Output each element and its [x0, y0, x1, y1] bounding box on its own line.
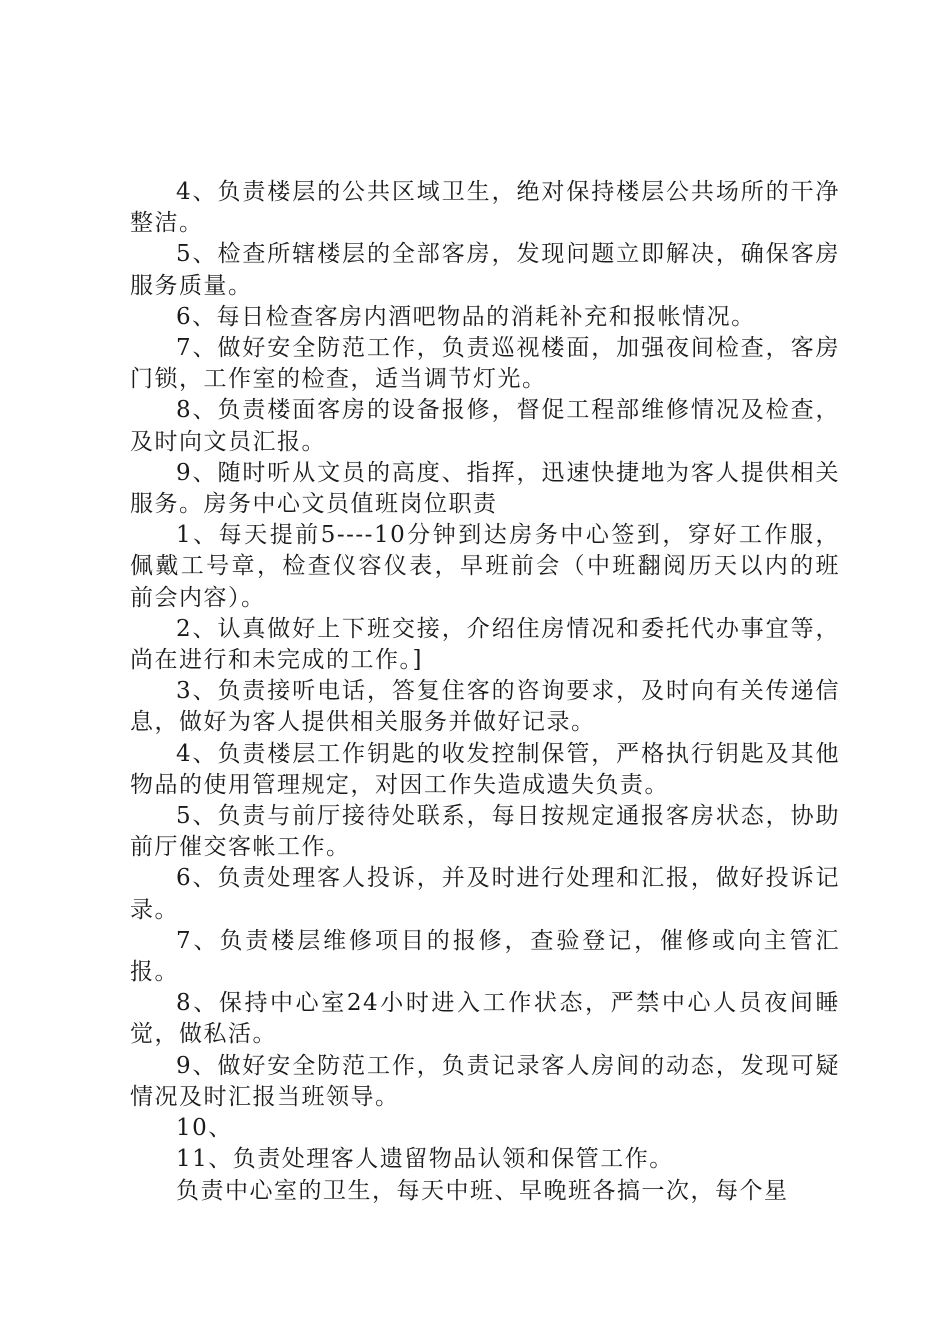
paragraph-10: 4、负责楼层工作钥匙的收发控制保管，严格执行钥匙及其他物品的使用管理规定，对因工作失造成遗失负责。: [130, 740, 840, 798]
paragraph-7: 1、每天提前5----10分钟到达房务中心签到，穿好工作服，佩戴工号章，检查仪容仪表，早班前会（中班翻阅历天以内的班前会内容）。: [130, 522, 840, 611]
paragraph-1: 4、负责楼层的公共区域卫生，绝对保持楼层公共场所的干净整洁。: [130, 179, 840, 237]
document-body: [130, 177, 840, 1207]
paragraph-11: 5、负责与前厅接待处联系，每日按规定通报客房状态，协助前厅催交客帐工作。: [130, 803, 840, 861]
paragraph-3: 6、每日检查客房内酒吧物品的消耗补充和报帐情况。: [176, 303, 756, 330]
paragraph-17: 11、负责处理客人遗留物品认领和保管工作。: [176, 1146, 674, 1173]
paragraph-5: 8、负责楼面客房的设备报修，督促工程部维修情况及检查，及时向文员汇报。: [130, 397, 840, 455]
paragraph-18: 负责中心室的卫生，每天中班、早晚班各搞一次，每个星: [176, 1177, 789, 1204]
paragraph-16: 10、: [176, 1115, 233, 1142]
paragraph-2: 5、检查所辖楼层的全部客房，发现问题立即解决，确保客房服务质量。: [130, 241, 840, 299]
paragraph-14: 8、保持中心室24小时进入工作状态，严禁中心人员夜间睡觉，做私活。: [130, 990, 840, 1048]
paragraph-12: 6、负责处理客人投诉，并及时进行处理和汇报，做好投诉记录。: [130, 865, 840, 923]
paragraph-9: 3、负责接听电话，答复住客的咨询要求，及时向有关传递信息，做好为客人提供相关服务并做好记录。: [130, 678, 840, 736]
paragraph-15: 9、做好安全防范工作，负责记录客人房间的动态，发现可疑情况及时汇报当班领导。: [130, 1052, 840, 1110]
paragraph-13: 7、负责楼层维修项目的报修，查验登记，催修或向主管汇报。: [130, 927, 840, 986]
paragraph-8: 2、认真做好上下班交接，介绍住房情况和委托代办事宜等，尚在进行和未完成的工作。]: [130, 615, 840, 674]
paragraph-4: 7、做好安全防范工作，负责巡视楼面，加强夜间检查，客房门锁，工作室的检查，适当调节灯光。: [130, 335, 840, 393]
paragraph-6: 9、随时听从文员的高度、指挥，迅速快捷地为客人提供相关服务。房务中心文员值班岗位职责: [130, 459, 840, 518]
